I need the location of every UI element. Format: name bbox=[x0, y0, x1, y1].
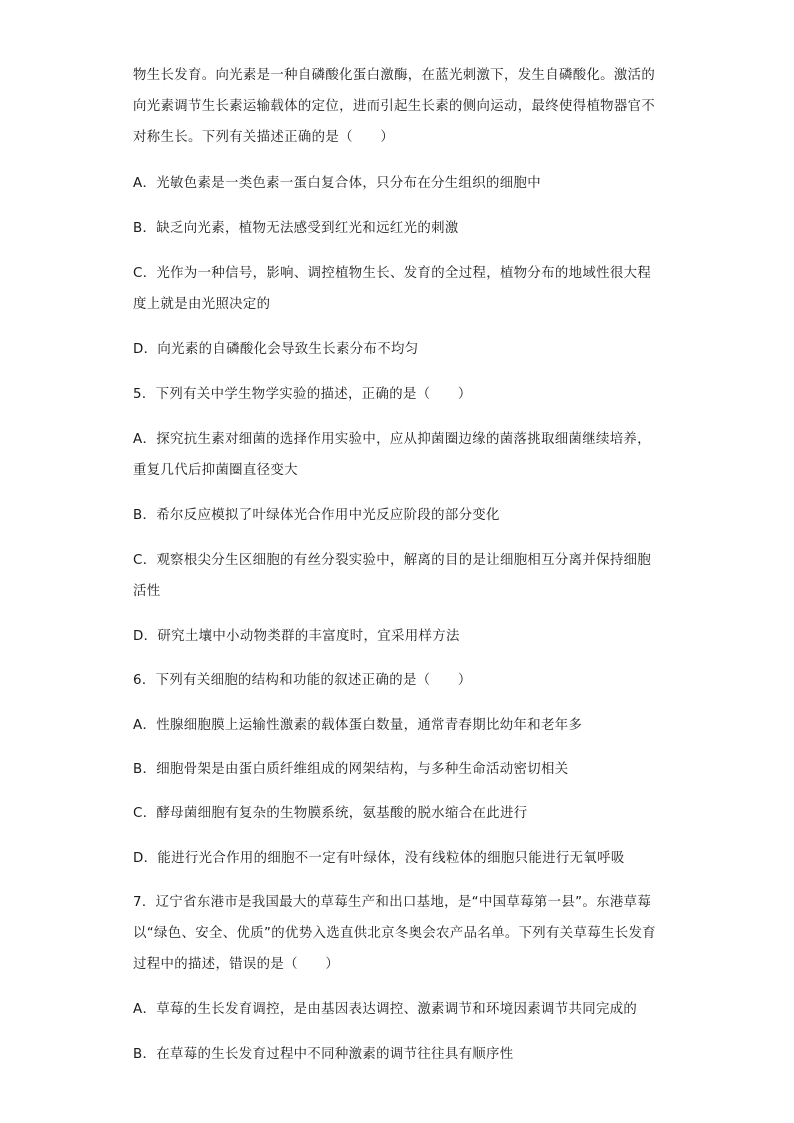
q7-stem-line-2: 以“绿色、安全、优质”的优势入选直供北京冬奥会农产品名单。下列有关草莓生长发育 bbox=[133, 926, 656, 941]
q7-stem-line-1: 7．辽宁省东港市是我国最大的草莓生产和出口基地，是“中国草莓第一县”。东港草莓 bbox=[133, 895, 652, 910]
intro-line-2: 向光素调节生长素运输载体的定位，进而引起生长素的侧向运动，最终使得植物器官不 bbox=[133, 99, 656, 114]
q5-stem: 5．下列有关中学生物学实验的描述，正确的是（ ） bbox=[133, 387, 472, 402]
q4-option-b: B．缺乏向光素，植物无法感受到红光和远红光的刺激 bbox=[133, 221, 459, 236]
q6-option-a: A．性腺细胞膜上运输性激素的载体蛋白数量，通常青春期比幼年和老年多 bbox=[133, 718, 583, 733]
q6-option-d: D．能进行光合作用的细胞不一定有叶绿体，没有线粒体的细胞只能进行无氧呼吸 bbox=[133, 851, 625, 866]
q6-stem: 6．下列有关细胞的结构和功能的叙述正确的是（ ） bbox=[133, 673, 472, 688]
q5-option-a-line-2: 重复几代后抑菌圈直径变大 bbox=[133, 463, 298, 478]
q7-stem-line-3: 过程中的描述，错误的是（ ） bbox=[133, 957, 340, 972]
q5-option-d: D．研究土壤中小动物类群的丰富度时，宜采用样方法 bbox=[133, 629, 460, 644]
q5-option-b: B．希尔反应模拟了叶绿体光合作用中光反应阶段的部分变化 bbox=[133, 508, 500, 523]
q7-option-b: B．在草莓的生长发育过程中不同种激素的调节往往具有顺序性 bbox=[133, 1047, 514, 1062]
q4-option-d: D．向光素的自磷酸化会导致生长素分布不均匀 bbox=[133, 342, 419, 357]
q5-option-c-line-2: 活性 bbox=[133, 584, 161, 599]
q4-option-c-line-1: C．光作为一种信号，影响、调控植物生长、发育的全过程，植物分布的地域性很大程 bbox=[133, 266, 652, 281]
intro-line-3: 对称生长。下列有关描述正确的是（ ） bbox=[133, 130, 395, 145]
q5-option-c-line-1: C．观察根尖分生区细胞的有丝分裂实验中，解离的目的是让细胞相互分离并保持细胞 bbox=[133, 553, 652, 568]
q5-option-a-line-1: A．探究抗生素对细菌的选择作用实验中，应从抑菌圈边缘的菌落挑取细菌继续培养， bbox=[133, 432, 651, 447]
q7-option-a: A．草莓的生长发育调控，是由基因表达调控、激素调节和环境因素调节共同完成的 bbox=[133, 1002, 638, 1017]
q6-option-b: B．细胞骨架是由蛋白质纤维组成的网架结构，与多种生命活动密切相关 bbox=[133, 762, 569, 777]
q6-option-c: C．酵母菌细胞有复杂的生物膜系统，氨基酸的脱水缩合在此进行 bbox=[133, 806, 528, 821]
q4-option-c-line-2: 度上就是由光照决定的 bbox=[133, 297, 271, 312]
q4-option-a: A．光敏色素是一类色素一蛋白复合体，只分布在分生组织的细胞中 bbox=[133, 176, 541, 191]
intro-line-1: 物生长发育。向光素是一种自磷酸化蛋白激酶，在蓝光刺激下，发生自磷酸化。激活的 bbox=[133, 68, 656, 83]
